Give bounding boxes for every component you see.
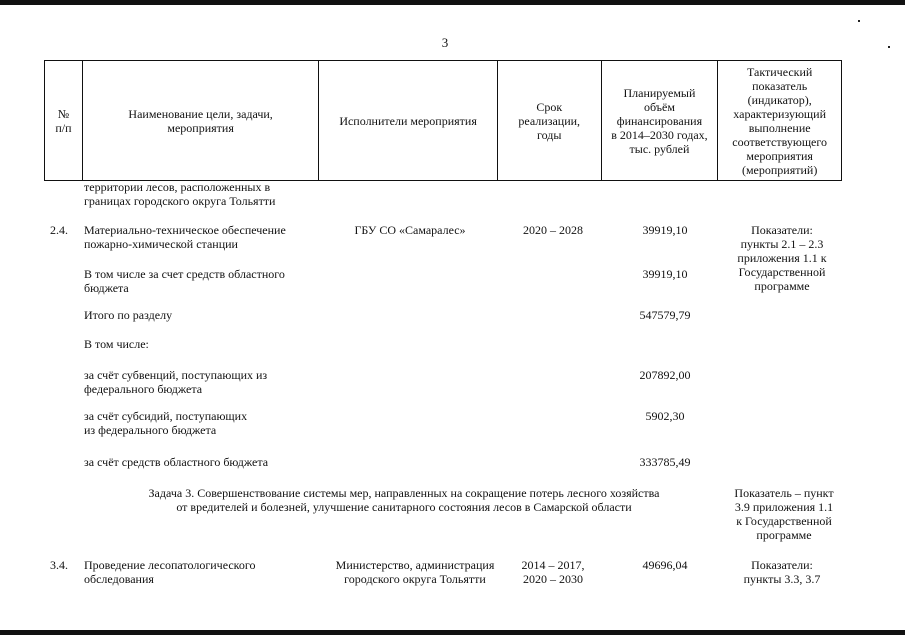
row-subventions-amount: 207892,00: [639, 368, 691, 382]
row-subsidies-name: за счёт субсидий, поступающих из федерального бюджета: [84, 409, 248, 437]
row-3-4-num: 3.4.: [50, 558, 68, 572]
row-2-4-regional-amount: 39919,10: [642, 267, 688, 281]
header-funding: Планируемый объём финансирования в 2014–2030 годах, тыс. рублей: [602, 61, 719, 180]
row-2-4-term: 2020 – 2028: [523, 223, 583, 237]
row-2-4-executor: ГБУ СО «Самаралес»: [354, 223, 466, 237]
row-3-4-amount: 49696,04: [642, 558, 688, 572]
task-3-heading: Задача 3. Совершенствование системы мер, направленных на сокращение потерь лесного хозяйства от вредителей и болезней, улучшение санитарного состояния лесов в Самарской области: [148, 486, 660, 514]
row-2-4-indicator: Показатели: пункты 2.1 – 2.3 приложения 1.1 к Государственной программе: [737, 223, 827, 293]
header-indicator: Тактический показатель (индикатор), характеризующий выполнение соответствующего мероприятия (мероприятий): [732, 64, 828, 177]
row-subsidies-amount: 5902,30: [645, 409, 685, 423]
row-3-4-name: Проведение лесопатологического обследования: [84, 558, 256, 586]
scan-speck: [858, 20, 860, 22]
task-3-indicator: Показатель – пункт 3.9 приложения 1.1 к Государственной программе: [734, 486, 834, 542]
row-subventions-name: за счёт субвенций, поступающих из федерального бюджета: [84, 368, 268, 396]
header-num: № п/п: [45, 61, 83, 180]
header-executors: Исполнители мероприятия: [319, 61, 498, 180]
row-3-4-term: 2014 – 2017, 2020 – 2030: [521, 558, 585, 586]
row-2-4-num: 2.4.: [50, 223, 68, 237]
page-number: 3: [441, 35, 449, 50]
row-total-amount: 547579,79: [639, 308, 691, 322]
scan-bottom-border: [0, 630, 905, 635]
row-2-4-amount: 39919,10: [642, 223, 688, 237]
row-regional-amount: 333785,49: [639, 455, 691, 469]
row-3-4-executor: Министерство, администрация городского округа Тольятти: [335, 558, 495, 586]
header-name: Наименование цели, задачи, мероприятия: [83, 61, 319, 180]
header-term: Срок реализации, годы: [498, 61, 602, 180]
table-header: [44, 60, 842, 181]
row-2-4-name: Материально-техническое обеспечение пожарно-химической станции: [84, 223, 286, 251]
row-2-4-regional-name: В том числе за счет средств областного бюджета: [84, 267, 285, 295]
row-3-4-indicator: Показатели: пункты 3.3, 3.7: [743, 558, 821, 586]
row-total-name: Итого по разделу: [84, 308, 173, 322]
row-regional-name: за счёт средств областного бюджета: [84, 455, 269, 469]
scan-speck: [888, 46, 890, 48]
scan-top-border: [0, 0, 905, 5]
row-including-label: В том числе:: [84, 337, 149, 351]
row-continued-name: территории лесов, расположенных в границах городского округа Тольятти: [84, 180, 276, 208]
